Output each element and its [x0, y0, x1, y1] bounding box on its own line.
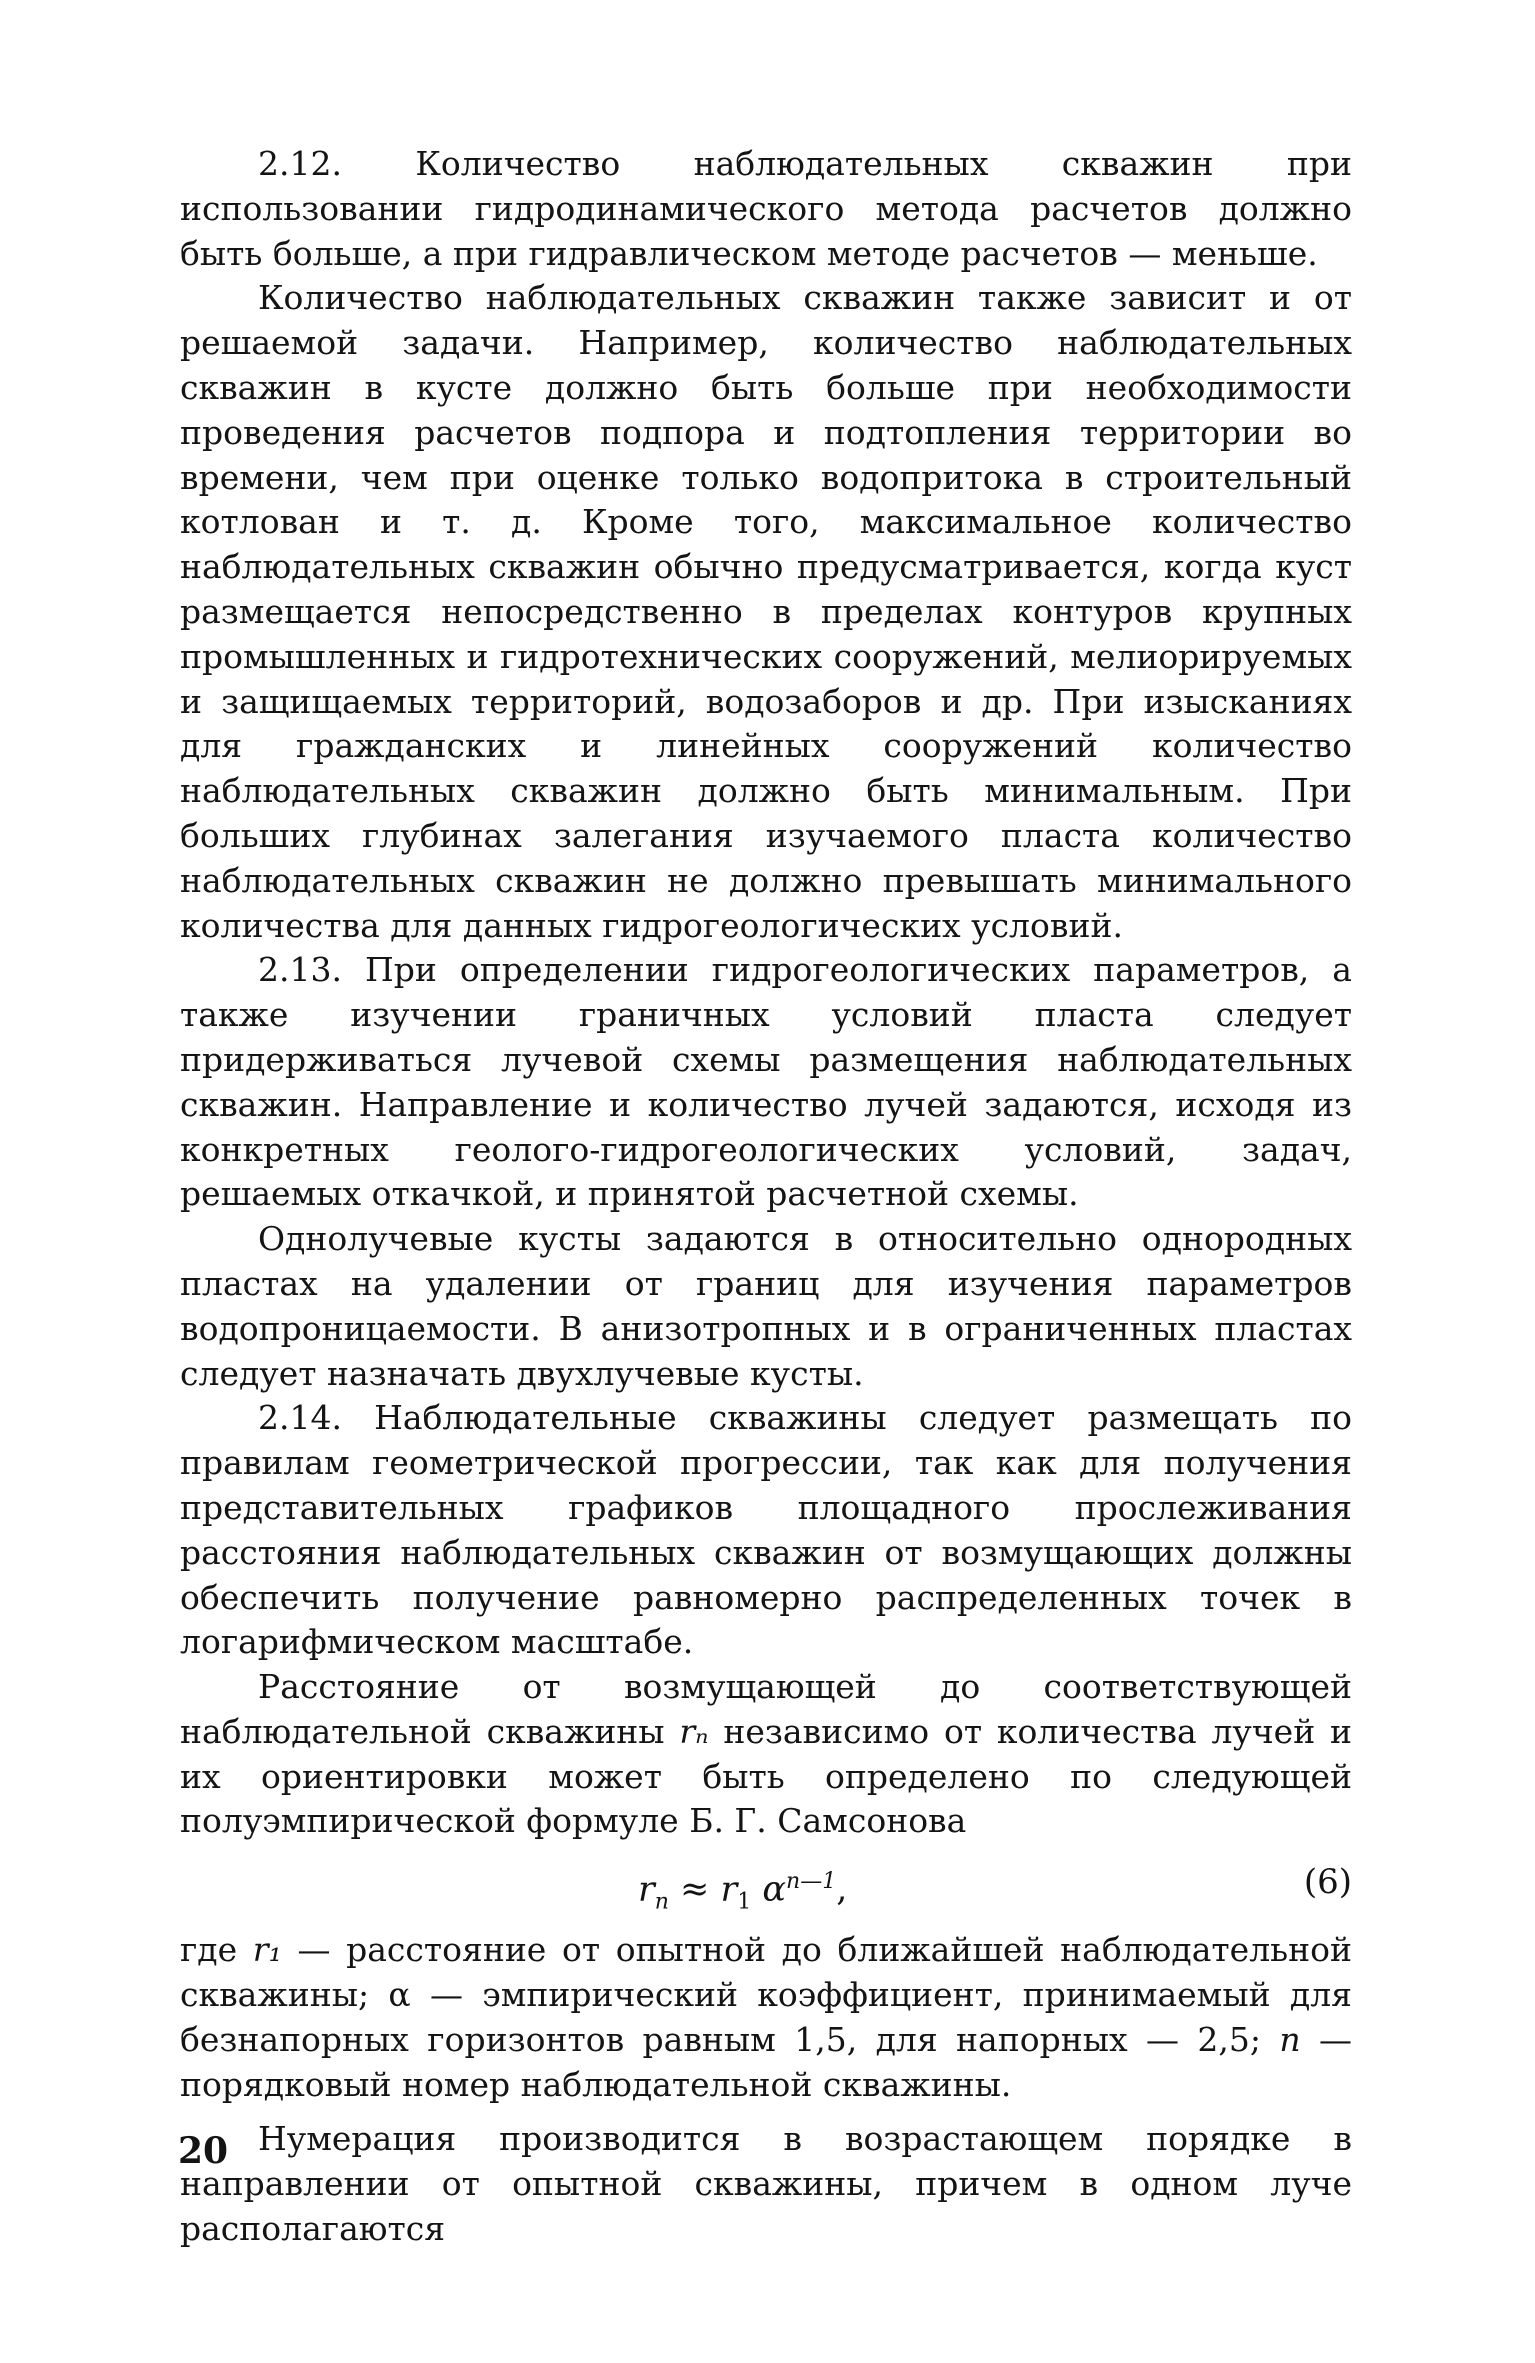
variable-alpha: α: [388, 1975, 411, 2015]
paragraph-2-12: 2.12. Количество наблюдательных скважин при использовании гидродинамического метода расчетов должно быть больше, а при гидравлическом методе расчетов — меньше.: [180, 144, 1352, 273]
variable-n: n: [1279, 2019, 1301, 2059]
paragraph-2-14: 2.14. Наблюдательные скважины следует размещать по правилам геометрической прогрессии, так как для получения представительных графиков площадного прослеживания расстояния наблюдательных скважин от возмущающих должны обеспечить получение равномерно распределенных точек в логарифмическом масштабе.: [180, 1398, 1352, 1662]
formula-comma: ,: [836, 1869, 848, 1910]
page-number: 20: [178, 2130, 229, 2172]
where-n-def: — порядковый номер наблюдательной скважины.: [180, 2019, 1352, 2104]
paragraph-observation-count: Количество наблюдательных скважин также зависит и от решаемой задачи. Например, количество наблюдательных скважин в кусте должно быть больше при необходимости проведения расчетов подпора и подтопления территории во времени, чем при оценке только водопритока в строительный котлован и т. д. Кроме того, максимальное количество наблюдательных скважин обычно предусматривается, когда куст размещается непосредственно в пределах контуров крупных промышленных и гидротехнических сооружений, мелиорируемых и защищаемых территорий, водозаборов и др. При изысканиях для гражданских и линейных сооружений количество наблюдательных скважин должно быть минимальным. При больших глубинах залегания изучаемого пласта количество наблюдательных скважин не должно превышать минимального количества для данных гидрогеологических условий.: [180, 278, 1352, 945]
where-alpha-def: — эмпирический коэффициент, принимаемый для безнапорных горизонтов равным 1,5, для напорных — 2,5;: [180, 1975, 1352, 2059]
where-word: где: [180, 1930, 238, 1970]
formula-lhs: r: [638, 1869, 655, 1910]
paragraph-2-13: 2.13. При определении гидрогеологических параметров, а также изучении граничных условий пласта следует придерживаться лучевой схемы размещения наблюдательных скважин. Направление и количество лучей задаются, исходя из конкретных геолого-гидрогеологических условий, задач, решаемых откачкой, и принятой расчетной схемы.: [180, 950, 1352, 1214]
paragraph-distance-end: независимо от количества лучей и их ориентировки может быть определено по следующей полуэмпирической формуле Б. Г. Самсонова: [180, 1711, 1352, 1841]
paragraph-where: [180, 1928, 1352, 2107]
formula-rhs-r: r: [720, 1869, 738, 1910]
formula-alpha: α: [762, 1869, 787, 1910]
paragraph-numbering: Нумерация производится в возрастающем порядке в направлении от опытной скважины, причем в одном луче располагаются: [180, 2119, 1352, 2249]
formula-exponent: n—1: [786, 1869, 837, 1895]
where-r1-def: — расстояние от опытной до ближайшей наблюдательной скважины;: [180, 1930, 1352, 2015]
formula-row: [180, 1850, 1352, 1918]
samsonov-formula: [638, 1860, 847, 1925]
paragraph-single-ray: Однолучевые кусты задаются в относительно однородных пластах на удалении от границ для изучения параметров водопроницаемости. В анизотропных и в ограниченных пластах следует назначать двухлучевые кусты.: [180, 1219, 1352, 1393]
formula-number: (6): [1303, 1862, 1352, 1903]
formula-lhs-sub: n: [654, 1889, 669, 1915]
body-text: [180, 142, 1352, 2252]
variable-r1: r₁: [252, 1930, 282, 1970]
formula-approx: ≈: [680, 1869, 710, 1910]
variable-rn: rₙ: [679, 1711, 709, 1751]
paragraph-distance: [180, 1665, 1352, 1844]
paragraph-distance-start: Расстояние от возмущающей до соответствующей наблюдательной скважины: [180, 1667, 1352, 1751]
formula-rhs-sub: 1: [737, 1889, 752, 1915]
